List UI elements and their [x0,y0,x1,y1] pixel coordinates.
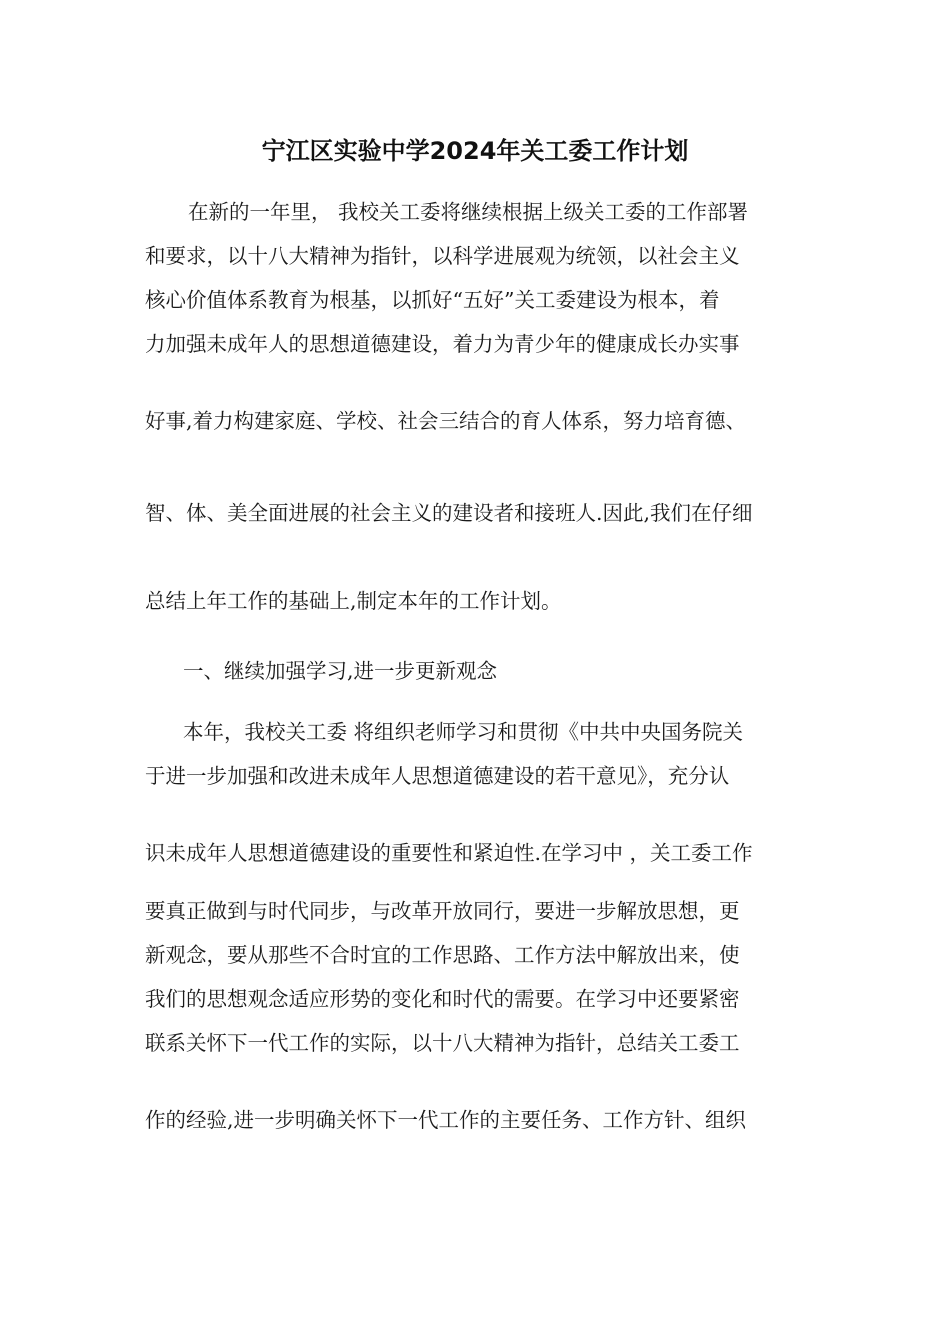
paragraph-line: 总结上年工作的基础上,制定本年的工作计划。 [145,589,562,613]
paragraph-line: 于进一步加强和改进未成年人思想道德建设的若干意见》，充分认 [145,764,730,788]
document-title: 宁江区实验中学2024年关工委工作计划 [261,137,689,165]
paragraph-line: 和要求，以十八大精神为指针，以科学进展观为统领，以社会主义 [145,244,740,268]
section-heading: 一、继续加强学习,进一步更新观念 [183,659,498,683]
paragraph-line: 智、体、美全面进展的社会主义的建设者和接班人.因此,我们在仔细 [145,501,753,525]
paragraph-line: 识未成年人思想道德建设的重要性和紧迫性.在学习中 ，关工委工作 [145,841,753,865]
paragraph-line: 好事,着力构建家庭、学校、社会三结合的育人体系，努力培育德、 [145,409,747,433]
paragraph-line: 在新的一年里， 我校关工委将继续根据上级关工委的工作部署 [188,200,749,224]
paragraph-line: 我们的思想观念适应形势的变化和时代的需要。在学习中还要紧密 [145,987,740,1011]
paragraph-line: 核心价值体系教育为根基，以抓好“五好”关工委建设为根本，着 [145,288,720,312]
paragraph-line: 力加强未成年人的思想道德建设，着力为青少年的健康成长办实事 [145,332,740,356]
paragraph-line: 作的经验,进一步明确关怀下一代工作的主要任务、工作方针、组织 [145,1108,747,1132]
paragraph-line: 本年，我校关工委 将组织老师学习和贯彻《中共中央国务院关 [183,720,744,744]
paragraph-line: 新观念，要从那些不合时宜的工作思路、工作方法中解放出来，使 [145,943,740,967]
paragraph-line: 要真正做到与时代同步，与改革开放同行，要进一步解放思想，更 [145,899,740,923]
paragraph-line: 联系关怀下一代工作的实际，以十八大精神为指针，总结关工委工 [145,1031,740,1055]
